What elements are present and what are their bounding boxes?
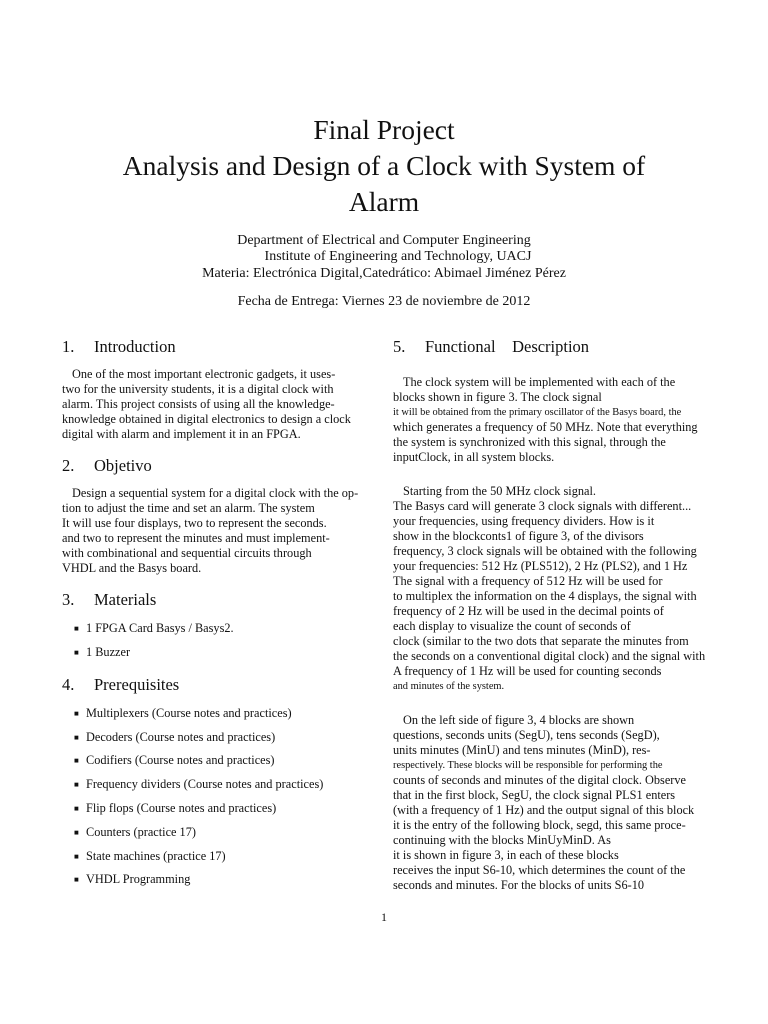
document-title (40, 112, 728, 220)
paragraph (62, 486, 362, 576)
materia-line: Materia: Electrónica Digital,Catedrático: Abimael Jiménez Pérez (202, 266, 566, 281)
list-item-text: 1 Buzzer (86, 644, 131, 659)
list-item-text: Flip flops (Course notes and practices) (86, 800, 277, 815)
text-line: questions, seconds units (SegU), tens seconds (SegD), (393, 728, 660, 742)
section-heading (62, 337, 362, 357)
bullet-icon: ■ (74, 708, 79, 718)
title-line-1: Final Project (313, 114, 455, 145)
list-item-text: Counters (practice 17) (86, 824, 196, 839)
text-line: units minutes (MinU) and tens minutes (MinD), res- (393, 743, 651, 757)
text-line: knowledge obtained in digital electronics to design a clock (62, 412, 351, 426)
text-line: The clock system will be implemented with each of the (403, 375, 676, 389)
list-item (74, 871, 362, 888)
section-title: Introduction (94, 337, 176, 356)
section-title: Objetivo (94, 456, 152, 475)
list-item (74, 620, 362, 637)
bullet-icon: ■ (74, 756, 79, 766)
title-line-2: Analysis and Design of a Clock with System of (122, 150, 646, 181)
text-line: the seconds on a conventional digital clock) and the signal with (393, 649, 706, 663)
text-line: seconds and minutes. For the blocks of units S6-10 (393, 878, 645, 892)
section-number: 1. (62, 337, 75, 356)
right-column (393, 337, 710, 893)
paragraph (393, 713, 710, 893)
section-materials (62, 590, 362, 661)
section-number: 4. (62, 674, 75, 694)
text-line: the system is synchronized with this signal, through the (393, 435, 666, 449)
list-item (74, 644, 362, 661)
section-title: Functional Description (425, 337, 590, 356)
bullet-icon: ■ (74, 803, 79, 813)
text-line: A frequency of 1 Hz will be used for counting seconds (393, 664, 662, 678)
text-line: alarm. This project consists of using all the knowledge- (62, 397, 335, 411)
text-line: clock (similar to the two dots that separate the minutes from (393, 634, 689, 648)
text-line: frequency of 2 Hz will be used in the decimal points of (393, 604, 664, 618)
page-number: 1 (381, 910, 387, 924)
text-line: your frequencies: 512 Hz (PLS512), 2 Hz (PLS2), and 1 Hz (393, 559, 688, 573)
list-item (74, 776, 362, 793)
text-line: it is the entry of the following block, segd, this same proce- (393, 818, 686, 832)
text-line: that in the first block, SegU, the clock signal PLS1 enters (393, 788, 676, 802)
section-prerequisites (62, 675, 362, 889)
bullet-icon: ■ (74, 647, 79, 657)
paragraph (62, 367, 362, 442)
section-heading (62, 590, 362, 610)
paragraph (393, 484, 710, 694)
list-item-text: VHDL Programming (86, 872, 191, 887)
text-line: your frequencies, using frequency dividers. How is it (393, 514, 655, 528)
text-line: with combinational and sequential circuits through (62, 546, 312, 560)
section-number: 3. (62, 590, 75, 609)
prerequisites-list (62, 705, 362, 889)
text-line: inputClock, in all system blocks. (393, 450, 555, 464)
section-objetivo (62, 456, 362, 576)
text-line: and two to represent the minutes and must implement- (62, 531, 330, 545)
text-line: blocks shown in figure 3. The clock signal (393, 390, 602, 404)
list-item-text: Frequency dividers (Course notes and practices) (86, 777, 324, 792)
materials-list (62, 620, 362, 661)
section-title: Materials (94, 590, 157, 609)
text-line: VHDL and the Basys board. (62, 561, 202, 575)
list-item-text: Multiplexers (Course notes and practices) (86, 705, 292, 720)
text-line: The Basys card will generate 3 clock signals with different... (393, 499, 692, 513)
list-item (74, 848, 362, 865)
text-line: It will use four displays, two to represent the seconds. (62, 516, 327, 530)
text-line: On the left side of figure 3, 4 blocks are shown (403, 713, 635, 727)
text-line: each display to visualize the count of seconds of (393, 619, 631, 633)
list-item (74, 752, 362, 769)
list-item (74, 800, 362, 817)
list-item (74, 824, 362, 841)
text-line: to multiplex the information on the 4 displays, the signal with (393, 589, 697, 603)
bullet-icon: ■ (74, 851, 79, 861)
bullet-icon: ■ (74, 732, 79, 742)
title-line-3: Alarm (348, 186, 420, 217)
fecha-line: Fecha de Entrega: Viernes 23 de noviembre de 2012 (237, 294, 531, 309)
text-line: The signal with a frequency of 512 Hz will be used for (393, 574, 663, 588)
text-line: continuing with the blocks MinUyMinD. As (393, 833, 611, 847)
text-line: counts of seconds and minutes of the digital clock. Observe (393, 773, 687, 787)
paragraph (393, 375, 710, 465)
text-line: digital with alarm and implement it in an FPGA. (62, 427, 301, 441)
text-line: respectively. These blocks will be responsible for performing the (393, 760, 663, 771)
text-line: two for the university students, it is a digital clock with (62, 382, 334, 396)
section-number: 5. (393, 337, 406, 356)
list-item (74, 729, 362, 746)
bullet-icon: ■ (74, 624, 79, 633)
text-line: and minutes of the system. (393, 681, 505, 692)
section-heading (62, 675, 362, 695)
institute-line: Institute of Engineering and Technology, UACJ (264, 249, 532, 264)
bullet-icon: ■ (74, 875, 79, 885)
text-line: Design a sequential system for a digital clock with the op- (72, 486, 359, 500)
bullet-icon: ■ (74, 827, 79, 837)
text-line: (with a frequency of 1 Hz) and the output signal of this block (393, 803, 695, 817)
department-line: Department of Electrical and Computer Engineering (237, 233, 531, 248)
section-introduction (62, 337, 362, 442)
list-item-text: Codifiers (Course notes and practices) (86, 753, 275, 768)
text-line: One of the most important electronic gadgets, it uses- (72, 367, 336, 381)
text-line: it will be obtained from the primary oscillator of the Basys board, the (393, 407, 682, 418)
list-item-text: Decoders (Course notes and practices) (86, 729, 276, 744)
text-line: it is shown in figure 3, in each of these blocks (393, 848, 619, 862)
text-line: show in the blockconts1 of figure 3, of the divisors (393, 529, 644, 543)
section-number: 2. (62, 456, 75, 475)
list-item-text: 1 FPGA Card Basys / Basys2. (86, 621, 234, 635)
list-item-text: State machines (practice 17) (86, 848, 226, 863)
text-line: which generates a frequency of 50 MHz. Note that everything (393, 420, 698, 434)
text-line: Starting from the 50 MHz clock signal. (403, 484, 596, 498)
bullet-icon: ■ (74, 780, 79, 790)
section-heading (62, 456, 362, 476)
section-title: Prerequisites (94, 674, 180, 694)
list-item (74, 705, 362, 722)
text-line: frequency, 3 clock signals will be obtained with the following (393, 544, 697, 558)
text-line: tion to adjust the time and set an alarm. The system (62, 501, 315, 515)
section-heading (393, 337, 710, 357)
left-column (62, 337, 362, 902)
text-line: receives the input S6-10, which determines the count of the (393, 863, 686, 877)
